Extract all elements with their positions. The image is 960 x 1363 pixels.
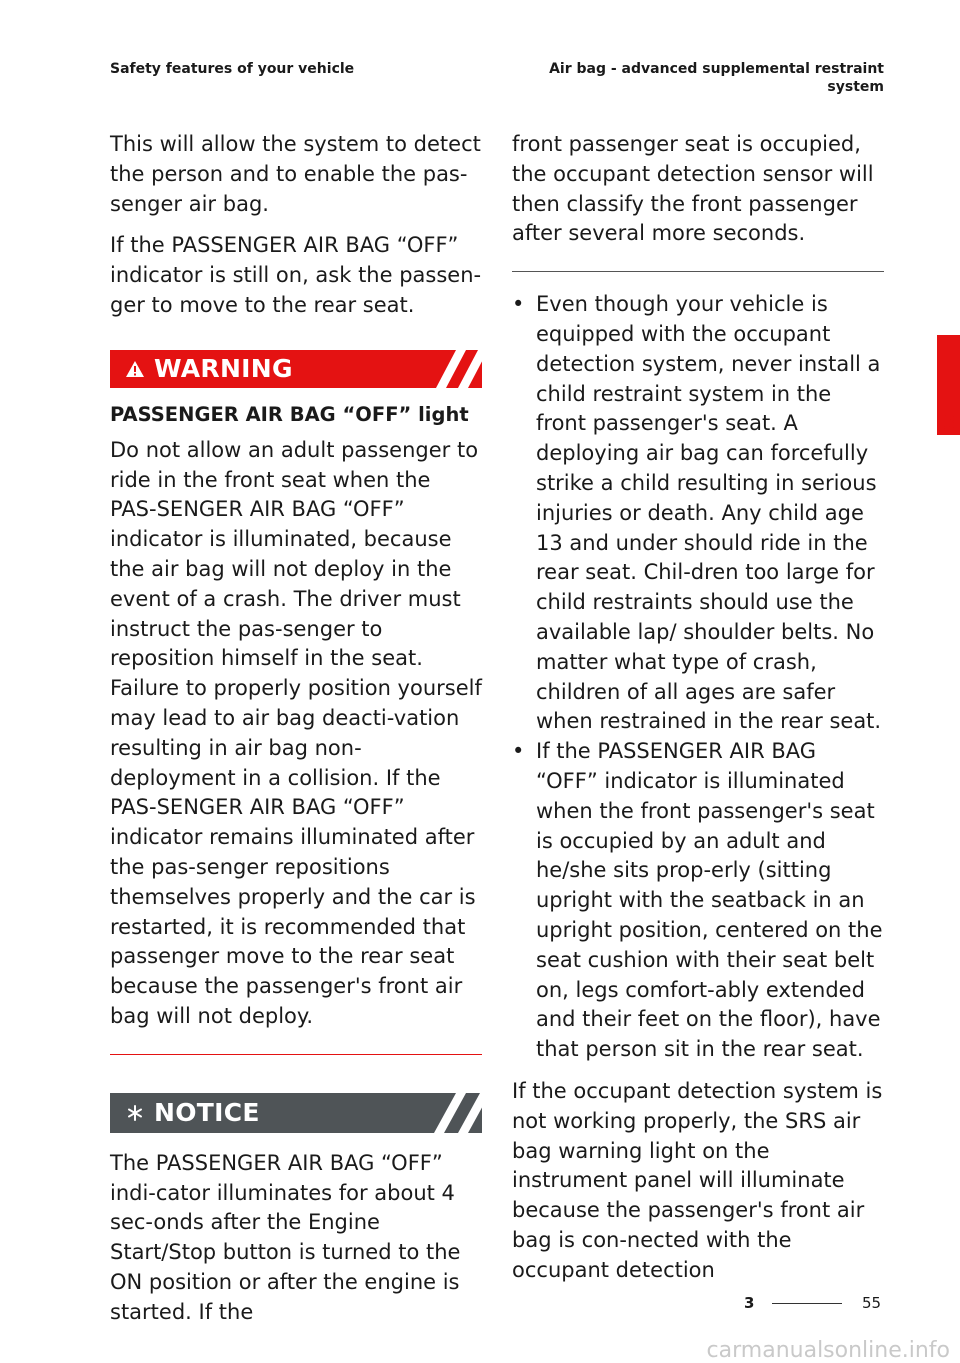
notice-label: NOTICE: [154, 1098, 260, 1128]
asterisk-icon: [124, 1102, 146, 1124]
banner-stripes-icon: [408, 350, 482, 388]
left-column: [110, 130, 482, 1328]
bullet-text-adult-indicator: If the PASSENGER AIR BAG “OFF” indicator is illuminated when the front passenger's seat is occupied by an adult and he/she sits prop-erly (sitting upright with the seatback in an upright position, centered on the seat cushion with their seat belt on, legs comfort-ably extended and their feet on the floor), have that person sit in the rear seat.: [536, 739, 883, 1062]
header-topic-line2: system: [827, 79, 884, 95]
watermark-text: carmanualsonline.info: [706, 1338, 950, 1363]
list-item: [512, 737, 884, 1065]
warning-heading: PASSENGER AIR BAG “OFF” light: [110, 402, 469, 426]
header-section-title: Safety features of your vehicle: [110, 61, 355, 77]
bullet-icon: •: [512, 739, 525, 764]
warning-divider: [110, 1054, 482, 1055]
banner-stripes-icon: [408, 1093, 482, 1133]
footer-page-number: 55: [862, 1294, 882, 1312]
paragraph-classify: front passenger seat is occupied, the occupant detection sensor will then classify the front passenger after several more seconds.: [512, 132, 874, 246]
bullet-text-child-seat: Even though your vehicle is equipped with the occupant detection system, never install a child restraint system in the front passenger's seat. A deploying air bag can forcefully strike a child resulting in serious injuries or death. Any child age 13 and under should ride in the rear seat. Chil-dren too large for child restraints should use the available lap/ shoulder belts. No matter what type of crash, children of all ages are safer when restrained in the rear seat.: [536, 292, 882, 734]
chapter-tab-number: 3: [942, 412, 956, 434]
notice-banner: [110, 1093, 482, 1133]
warning-body: Do not allow an adult passenger to ride in the front seat when the PAS-SENGER AIR BAG “OFF” indicator is illuminated, because the air bag will not deploy in the event of a crash. The driver must instruct the pas-senger to reposition himself in the seat. Failure to properly position yourself may lead to air bag deacti-vation resulting in air bag non-deployment in a collision. If the PAS-SENGER AIR BAG “OFF” indicator remains illuminated after the pas-senger repositions themselves properly and the car is restarted, it is recommended that passenger move to the rear seat because the passenger's front air bag will not deploy.: [110, 437, 482, 1028]
watermark: [0, 1338, 960, 1363]
header-topic-line1: Air bag - advanced supplemental restraint: [549, 61, 884, 77]
header-topic-title: [524, 60, 884, 96]
paragraph-malfunction: If the occupant detection system is not working properly, the SRS air bag warning light on the instrument panel will illuminate because the passenger's front air bag is con-nected with the occupant detection: [512, 1078, 883, 1282]
footer-chapter: 3: [744, 1294, 755, 1312]
footer-divider: [772, 1303, 842, 1304]
bullet-icon: •: [512, 292, 525, 317]
bullet-list: [512, 290, 884, 1065]
notice-body: The PASSENGER AIR BAG “OFF” indi-cator illuminates for about 4 sec-onds after the Engine Start/Stop button is turned to the ON position or after the engine is started. If the: [110, 1150, 461, 1324]
warning-banner: [110, 350, 482, 388]
list-item: [512, 290, 884, 737]
paragraph-indicator-on: If the PASSENGER AIR BAG “OFF” indicator is still on, ask the passen-ger to move to the rear seat.: [110, 233, 482, 317]
right-column: [512, 130, 884, 1285]
notice-divider: [512, 271, 884, 272]
warning-triangle-icon: [124, 358, 146, 380]
warning-label: WARNING: [154, 354, 293, 384]
paragraph-detect: This will allow the system to detect the person and to enable the pas-senger air bag.: [110, 132, 481, 216]
